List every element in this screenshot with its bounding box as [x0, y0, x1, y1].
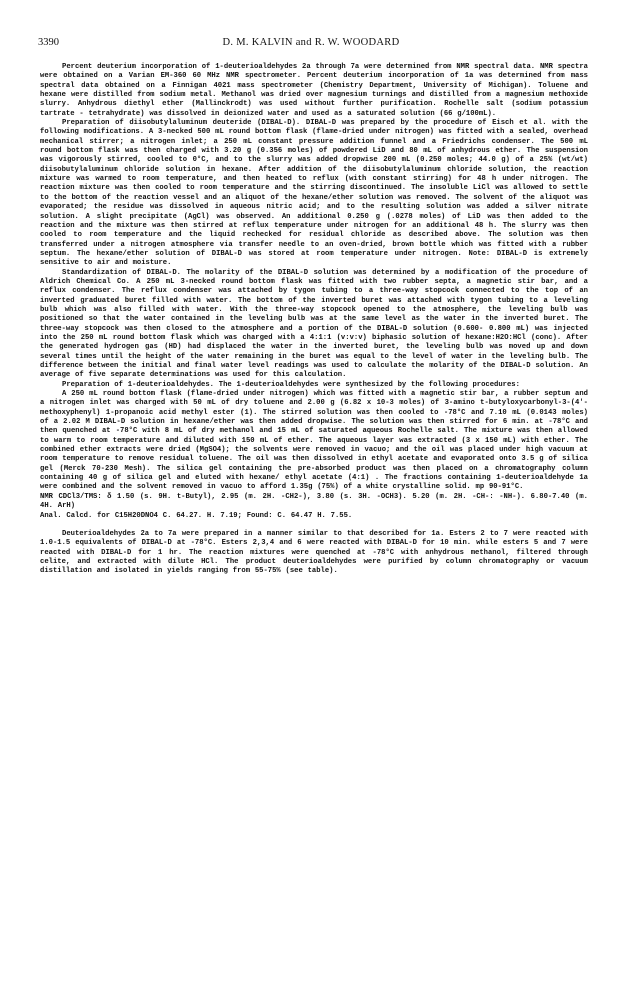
paragraph-general-methods: Percent deuterium incorporation of 1-deuterioaldehydes 2a through 7a were determined from NMR spectral data. NMR spectra were obtained on a Varian EM-360 60 MHz NMR spectrometer. Percent deuterium incorporation of 1a was determined from mass spectral data obtained on a Finnigan 4021 mass spectrometer (Chemistry Department, University of Michigan). Toluene and hexane were distilled from sodium metal. Methanol was dried over magnesium turnings and distilled from a magnesium methoxide slurry. Anhydrous diethyl ether (Mallinckrodt) was used without further purification. Rochelle salt (sodium potassium tartrate - tetrahydrate) was dissolved in deionized water and used as a saturated solution (66 g/100mL).	[40, 63, 588, 118]
running-authors: D. M. KALVIN and R. W. WOODARD	[222, 37, 400, 48]
paragraph-aldehydes-2a-7a: Deuterioaldehydes 2a to 7a were prepared in a manner similar to that described for 1a. Esters 2 to 7 were reacted with 1.0-1.5 equivalents of DIBAL-D at -78°C. Esters 2,3,4 and 6 were reacted with DIBAL-D for 10 min. while esters 5 and 7 were reacted with DIBAL-D for 1 hr. The reaction mixtures were quenched at -78°C with anhydrous methanol, filtered through celite, and extracted with dilute HCl. The product deuterioaldehydes were purified by column chromatography or vacuum distillation and isolated in yields ranging from 55-75% (see table).	[40, 529, 588, 576]
body-text	[40, 63, 588, 577]
running-header	[38, 37, 584, 51]
nmr-data: NMR CDCl3/TMS: δ 1.50 (s. 9H. t-Butyl), 2.95 (m. 2H. -CH2-), 3.80 (s. 3H. -OCH3). 5.20 (m. 2H. -CH-: -NH-). 6.80-7.40 (m. 4H. ArH)	[40, 492, 588, 511]
paragraph-aldehyde-heading: Preparation of 1-deuterioaldehydes. The 1-deuterioaldehydes were synthesized by the following procedures:	[62, 380, 520, 389]
elemental-analysis: Anal. Calcd. for C15H20DNO4 C. 64.27. H. 7.19; Found: C. 64.47 H. 7.55.	[40, 511, 353, 520]
paragraph-procedure-1a: A 250 mL round bottom flask (flame-dried under nitrogen) which was fitted with a magnetic stir bar, a rubber septum and a nitrogen inlet was charged with 50 mL of dry toluene and 2.00 g (6.82 x 10-3 moles) of 3-amino t-butyloxycarbonyl-3-(4'-methoxyphenyl) 1-propanoic acid methyl ester (1). The stirred solution was then cooled to -78°C and 7.10 mL (0.0143 moles) of a 2.02 M DIBAL-D solution in hexane/ether was then added dropwise. The solution was then stirred for 6 min. at -78°C and then quenched at -78°C with 8 mL of dry methanol and 15 mL of saturated aqueous Rochelle salt. The mixture was then allowed to warm to room temperature and diluted with 150 mL of ether. The aqueous layer was extracted (3 x 150 mL) with ether. The combined ether extracts were dried (MgSO4); the solvents were removed in vacuo; and the oil was placed under high vacuum at room temperature to remove residual toluene. The oil was then dissolved in ethyl acetate and evaporated onto 3.5 g of silica gel (Merck 70-230 Mesh). The silica gel containing the pre-absorbed product was then placed on a chromatography column containing 40 g of silica gel and eluted with hexane/ ethyl acetate (4:1) . The fractions containing 1-deuterioaldehyde 1a were combined and the solvent removed in vacuo to afford 1.35g (75%) of a white crystalline solid. mp 90-91°C.	[40, 390, 588, 492]
paragraph-dibal-d-preparation: Preparation of diisobutylaluminum deuteride (DIBAL-D). DIBAL-D was prepared by the procedure of Eisch et al. with the following modifications. A 3-necked 500 mL round bottom flask (flame-dried under nitrogen) was fitted with a sealed, overhead mechanical stirrer; a nitrogen inlet; a 250 mL constant pressure addition funnel and a Friedrichs condenser. The 500 mL round bottom flask was then charged with 3.20 g (0.356 moles) of powdered LiD and 80 mL of anhydrous ether. The suspension was vigorously stirred, cooled to 0°C, and to the slurry was added dropwise 200 mL (0.250 moles; 44.0 g) of a 25% (wt/wt) diisobutylaluminum chloride solution in hexane. After addition of the diisobutylaluminum chloride solution, the reaction mixture was warmed to room temperature, and then heated to reflux (with constant stirring) for 48 h under nitrogen. The reaction mixture was then cooled to room temperature and the stirring discontinued. The insoluble LiCl was allowed to settle to the bottom of the reaction vessel and an aliquot of the hexane/ether solution was removed. The solvent of the aliquot was evaporated; the residue was dissolved in aqueous nitric acid; and to the resulting solution was added a silver nitrate solution. A slight precipitate (AgCl) was observed. An additional 0.250 g (.0278 moles) of LiD was then added to the reaction and the mixture was then stirred at reflux temperature under nitrogen for an additional 48 h. The slurry was then cooled to room temperature and the liquid rechecked for residual chloride as described above. The solution was then transferred under a nitrogen atmosphere via transfer needle to an oven-dried, brown bottle which was fitted with a rubber septum. The hexane/ether solution of DIBAL-D was stored at room temperature under nitrogen. Note: DIBAL-D is extremely sensitive to air and moisture.	[40, 119, 588, 268]
page-number: 3390	[38, 37, 59, 48]
paragraph-dibal-d-standardization: Standardization of DIBAL-D. The molarity of the DIBAL-D solution was determined by a modification of the procedure of Aldrich Chemical Co. A 250 mL 3-necked round bottom flask was fitted with two rubber septa, a magnetic stir bar, and a reflux condenser. The reflux condenser was attached by tygon tubing to a three-way stopcock connected to the top of an inverted graduated buret filled with water. The bottom of the inverted buret was attached with tygon tubing to a leveling bulb which was also filled with water. With the three-way stopcock opened to the atmosphere, the leveling bulb was positioned so that the water contained in the leveling bulb was at the same level as the water in the inverted buret. The three-way stopcock was then closed to the atmosphere and a portion of the DIBAL-D solution (0.600- 0.800 mL) was injected into the 250 mL round bottom flask which was charged with a 4:1:1 (v:v:v) biphasic solution of hexane:H2O:HCl (conc). After the generated hydrogen gas (HD) had displaced the water in the inverted buret, the leveling bulb was moved up and down several times until the height of the water remaining in the buret was equal to the level of water in the leveling bulb. The difference between the initial and final water level readings was used to calculate the molarity of the DIBAL-D solution. An average of five separate determinations was used for this calculation.	[40, 268, 588, 380]
